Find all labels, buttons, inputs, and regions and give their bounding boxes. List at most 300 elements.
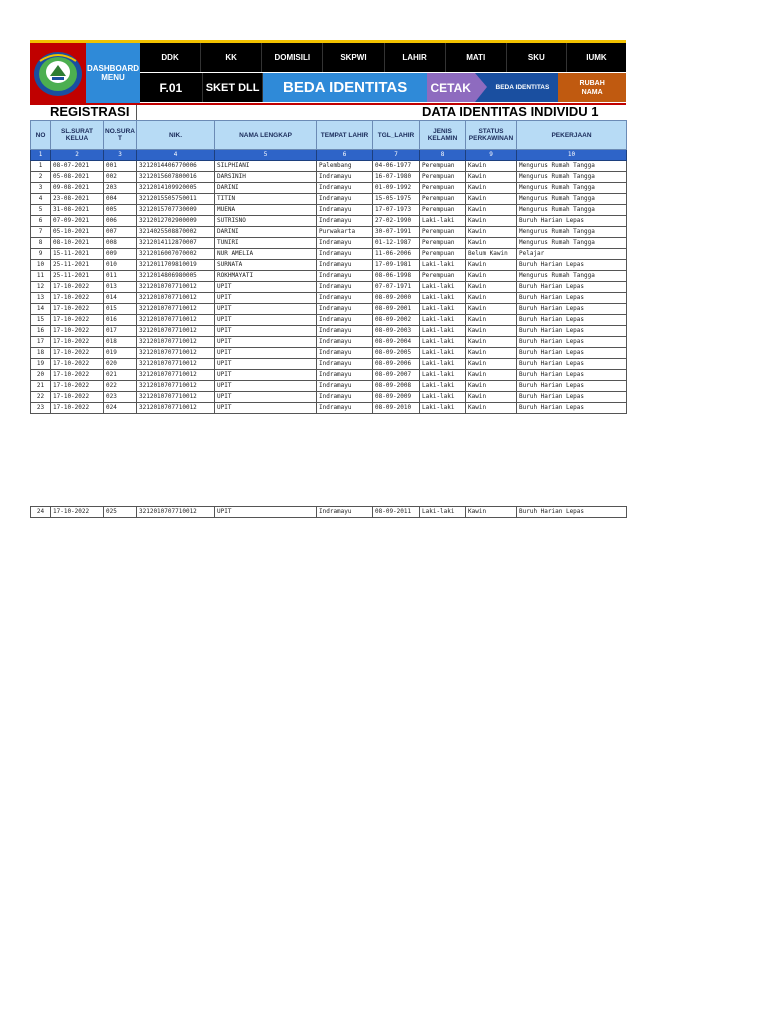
table-row[interactable] xyxy=(31,161,627,172)
cell-nik[interactable]: 3212014109920005 xyxy=(137,183,215,194)
column-number: 9 xyxy=(466,150,517,161)
cell-no[interactable]: 4 xyxy=(31,194,51,205)
cell-pekerjaan[interactable]: Mengurus Rumah Tangga xyxy=(517,205,627,216)
table-row[interactable] xyxy=(31,227,627,238)
cell-tgl-lahir[interactable]: 08-09-2003 xyxy=(373,326,420,337)
cell-tempat-lahir[interactable]: Indramayu xyxy=(317,249,373,260)
cell-nik[interactable]: 3212010707710012 xyxy=(137,348,215,359)
cell-pekerjaan[interactable]: Buruh Harian Lepas xyxy=(517,326,627,337)
table-row[interactable] xyxy=(31,359,627,370)
nav-domisili-button[interactable] xyxy=(262,43,323,72)
cell-nama[interactable]: UPIT xyxy=(215,315,317,326)
cell-tgl-surat[interactable]: 08-10-2021 xyxy=(51,238,104,249)
cell-nama[interactable]: DARINI xyxy=(215,227,317,238)
nav-mati-label: MATI xyxy=(466,53,486,62)
cell-tgl-surat[interactable]: 17-10-2022 xyxy=(51,359,104,370)
cell-status[interactable]: Kawin xyxy=(466,359,517,370)
cell-tempat-lahir[interactable]: Palembang xyxy=(317,161,373,172)
cell-no[interactable]: 7 xyxy=(31,227,51,238)
cell-nama[interactable]: TUNIRI xyxy=(215,238,317,249)
cell-no[interactable]: 6 xyxy=(31,216,51,227)
form-code-button[interactable] xyxy=(140,73,203,102)
cell-status[interactable]: Kawin xyxy=(466,260,517,271)
cell-nik[interactable]: 3212010707710012 xyxy=(137,359,215,370)
cell-no[interactable]: 23 xyxy=(31,403,51,414)
table-row[interactable] xyxy=(31,260,627,271)
cell-tgl-surat[interactable]: 17-10-2022 xyxy=(51,282,104,293)
cell-pekerjaan[interactable]: Mengurus Rumah Tangga xyxy=(517,172,627,183)
cell-pekerjaan[interactable]: Buruh Harian Lepas xyxy=(517,370,627,381)
cell-pekerjaan[interactable]: Buruh Harian Lepas xyxy=(517,348,627,359)
cell-no[interactable]: 3 xyxy=(31,183,51,194)
cell-nik[interactable]: 3212010707710012 xyxy=(137,370,215,381)
cell-nama[interactable]: SURNATA xyxy=(215,260,317,271)
cell-tgl-surat[interactable]: 05-10-2021 xyxy=(51,227,104,238)
form-code-label: F.01 xyxy=(159,80,183,95)
cell-status[interactable]: Kawin xyxy=(466,271,517,282)
nav-domisili-label: DOMISILI xyxy=(274,53,311,62)
cell-no[interactable]: 17 xyxy=(31,337,51,348)
table-row[interactable] xyxy=(31,183,627,194)
cell-no-surat[interactable]: 022 xyxy=(104,381,137,392)
cell-no-surat[interactable]: 019 xyxy=(104,348,137,359)
cell-status[interactable]: Kawin xyxy=(466,194,517,205)
cell-tgl-lahir[interactable]: 08-09-2009 xyxy=(373,392,420,403)
cell-tgl-lahir[interactable]: 16-07-1980 xyxy=(373,172,420,183)
cell-tgl-surat[interactable]: 23-08-2021 xyxy=(51,194,104,205)
cell-pekerjaan[interactable]: Buruh Harian Lepas xyxy=(517,260,627,271)
cell-tgl-surat[interactable]: 17-10-2022 xyxy=(51,315,104,326)
cell-tgl-surat[interactable]: 17-10-2022 xyxy=(51,326,104,337)
cell-tgl-surat[interactable]: 17-10-2022 xyxy=(51,381,104,392)
cell-nik[interactable]: 3212010707710012 xyxy=(137,315,215,326)
cell-jenis-kelamin[interactable]: Perempuan xyxy=(420,271,466,282)
cell-nama[interactable]: UPIT xyxy=(215,370,317,381)
cell-tgl-lahir[interactable]: 17-09-1981 xyxy=(373,260,420,271)
cell-status[interactable]: Kawin xyxy=(466,348,517,359)
cell-no[interactable]: 16 xyxy=(31,326,51,337)
cell-jenis-kelamin[interactable]: Laki-laki xyxy=(420,507,466,518)
cell-no-surat[interactable]: 004 xyxy=(104,194,137,205)
cell-tempat-lahir[interactable]: Indramayu xyxy=(317,392,373,403)
cell-nama[interactable]: UPIT xyxy=(215,304,317,315)
cell-nama[interactable]: SILPHIANI xyxy=(215,161,317,172)
cell-tempat-lahir[interactable]: Indramayu xyxy=(317,304,373,315)
cell-tempat-lahir[interactable]: Indramayu xyxy=(317,238,373,249)
cell-no[interactable]: 2 xyxy=(31,172,51,183)
cell-jenis-kelamin[interactable]: Perempuan xyxy=(420,161,466,172)
cell-pekerjaan[interactable]: Mengurus Rumah Tangga xyxy=(517,194,627,205)
cell-tgl-lahir[interactable]: 08-09-2001 xyxy=(373,304,420,315)
cell-jenis-kelamin[interactable]: Perempuan xyxy=(420,205,466,216)
cell-nama[interactable]: UPIT xyxy=(215,392,317,403)
cell-nik[interactable]: 3212015707730009 xyxy=(137,205,215,216)
cell-tempat-lahir[interactable]: Indramayu xyxy=(317,293,373,304)
table-row[interactable] xyxy=(31,403,627,414)
cell-pekerjaan[interactable]: Buruh Harian Lepas xyxy=(517,315,627,326)
cell-no-surat[interactable]: 018 xyxy=(104,337,137,348)
table-row[interactable] xyxy=(31,194,627,205)
cell-tgl-surat[interactable]: 17-10-2022 xyxy=(51,304,104,315)
cell-nik[interactable]: 3212010707710012 xyxy=(137,282,215,293)
cell-jenis-kelamin[interactable]: Laki-laki xyxy=(420,326,466,337)
cell-tgl-lahir[interactable]: 11-06-2006 xyxy=(373,249,420,260)
nav-lahir-label: LAHIR xyxy=(402,53,427,62)
cell-no-surat[interactable]: 002 xyxy=(104,172,137,183)
cell-tempat-lahir[interactable]: Indramayu xyxy=(317,172,373,183)
cell-status[interactable]: Belum Kawin xyxy=(466,249,517,260)
cell-status[interactable]: Kawin xyxy=(466,304,517,315)
nav-skpwi-label: SKPWI xyxy=(340,53,367,62)
cell-jenis-kelamin[interactable]: Perempuan xyxy=(420,172,466,183)
cell-no[interactable]: 19 xyxy=(31,359,51,370)
cell-no-surat[interactable]: 016 xyxy=(104,315,137,326)
cell-tgl-lahir[interactable]: 01-12-1987 xyxy=(373,238,420,249)
cell-jenis-kelamin[interactable]: Perempuan xyxy=(420,238,466,249)
cell-pekerjaan[interactable]: Buruh Harian Lepas xyxy=(517,392,627,403)
cell-pekerjaan[interactable]: Buruh Harian Lepas xyxy=(517,359,627,370)
cell-jenis-kelamin[interactable]: Laki-laki xyxy=(420,293,466,304)
cell-nama[interactable]: UPIT xyxy=(215,403,317,414)
cell-status[interactable]: Kawin xyxy=(466,403,517,414)
column-number-row xyxy=(31,150,627,161)
cell-no-surat[interactable]: 005 xyxy=(104,205,137,216)
cell-jenis-kelamin[interactable]: Laki-laki xyxy=(420,260,466,271)
cell-no-surat[interactable]: 008 xyxy=(104,238,137,249)
table-row[interactable] xyxy=(31,348,627,359)
cell-nama[interactable]: UPIT xyxy=(215,282,317,293)
cell-no-surat[interactable]: 020 xyxy=(104,359,137,370)
cell-status[interactable]: Kawin xyxy=(466,381,517,392)
cell-jenis-kelamin[interactable]: Laki-laki xyxy=(420,337,466,348)
cell-pekerjaan[interactable]: Buruh Harian Lepas xyxy=(517,381,627,392)
cell-nik[interactable]: 3212015505750011 xyxy=(137,194,215,205)
cell-tgl-surat[interactable]: 07-09-2021 xyxy=(51,216,104,227)
cell-no[interactable]: 24 xyxy=(31,507,51,518)
table-row[interactable] xyxy=(31,238,627,249)
cell-status[interactable]: Kawin xyxy=(466,172,517,183)
nav-lahir-button[interactable] xyxy=(385,43,446,72)
cell-no-surat[interactable]: 006 xyxy=(104,216,137,227)
cell-jenis-kelamin[interactable]: Laki-laki xyxy=(420,348,466,359)
cell-no[interactable]: 18 xyxy=(31,348,51,359)
cell-no-surat[interactable]: 203 xyxy=(104,183,137,194)
cell-pekerjaan[interactable]: Buruh Harian Lepas xyxy=(517,282,627,293)
cell-nama[interactable]: UPIT xyxy=(215,381,317,392)
cell-pekerjaan[interactable]: Buruh Harian Lepas xyxy=(517,337,627,348)
cell-nama[interactable]: SUTRISNO xyxy=(215,216,317,227)
cell-pekerjaan[interactable]: Buruh Harian Lepas xyxy=(517,403,627,414)
cell-no[interactable]: 9 xyxy=(31,249,51,260)
cell-nama[interactable]: DARINI xyxy=(215,183,317,194)
cell-nik[interactable]: 3212010707710012 xyxy=(137,304,215,315)
cell-nama[interactable]: UPIT xyxy=(215,326,317,337)
cell-status[interactable]: Kawin xyxy=(466,337,517,348)
cell-nik[interactable]: 3212014406770006 xyxy=(137,161,215,172)
cell-tempat-lahir[interactable]: Indramayu xyxy=(317,194,373,205)
cell-status[interactable]: Kawin xyxy=(466,183,517,194)
cell-nik[interactable]: 3214025508870002 xyxy=(137,227,215,238)
cell-jenis-kelamin[interactable]: Laki-laki xyxy=(420,282,466,293)
cell-tgl-surat[interactable]: 17-10-2022 xyxy=(51,403,104,414)
cell-nik[interactable]: 3212010707710012 xyxy=(137,403,215,414)
table-row[interactable] xyxy=(31,216,627,227)
cell-no-surat[interactable]: 023 xyxy=(104,392,137,403)
cell-status[interactable]: Kawin xyxy=(466,205,517,216)
col-nik: NIK. xyxy=(137,121,215,150)
cell-no[interactable]: 5 xyxy=(31,205,51,216)
table-row[interactable] xyxy=(31,282,627,293)
col-tgl-surat: SL.SURAT KELUA xyxy=(51,121,104,150)
cell-no[interactable]: 8 xyxy=(31,238,51,249)
cell-pekerjaan[interactable]: Buruh Harian Lepas xyxy=(517,293,627,304)
cell-jenis-kelamin[interactable]: Laki-laki xyxy=(420,304,466,315)
cell-tgl-lahir[interactable]: 27-02-1990 xyxy=(373,216,420,227)
table-row[interactable] xyxy=(31,249,627,260)
cell-no[interactable]: 10 xyxy=(31,260,51,271)
table-row[interactable] xyxy=(31,381,627,392)
cell-tgl-lahir[interactable]: 17-07-1973 xyxy=(373,205,420,216)
top-nav xyxy=(140,43,626,72)
cell-tgl-lahir[interactable]: 08-09-2010 xyxy=(373,403,420,414)
cell-nik[interactable]: 3212010707710012 xyxy=(137,326,215,337)
cell-tgl-surat[interactable]: 17-10-2022 xyxy=(51,348,104,359)
nav-sku-button[interactable] xyxy=(507,43,567,72)
cell-no-surat[interactable]: 001 xyxy=(104,161,137,172)
cell-tempat-lahir[interactable]: Indramayu xyxy=(317,370,373,381)
cell-tempat-lahir[interactable]: Indramayu xyxy=(317,205,373,216)
cell-tgl-lahir[interactable]: 08-09-2006 xyxy=(373,359,420,370)
cell-nik[interactable]: 3212014112870007 xyxy=(137,238,215,249)
cell-tempat-lahir[interactable]: Indramayu xyxy=(317,337,373,348)
table-row[interactable] xyxy=(31,326,627,337)
cell-no[interactable]: 13 xyxy=(31,293,51,304)
cell-tgl-surat[interactable]: 17-10-2022 xyxy=(51,392,104,403)
cell-tempat-lahir[interactable]: Purwakarta xyxy=(317,227,373,238)
cell-nik[interactable]: 3212010707710012 xyxy=(137,381,215,392)
beda-identitas-label: BEDA IDENTITAS xyxy=(495,84,550,91)
cell-no-surat[interactable]: 010 xyxy=(104,260,137,271)
cell-no[interactable]: 12 xyxy=(31,282,51,293)
cell-no-surat[interactable]: 013 xyxy=(104,282,137,293)
table-row[interactable] xyxy=(31,205,627,216)
cell-nik[interactable]: 3212010707710012 xyxy=(137,507,215,518)
rubah-nama-button[interactable] xyxy=(558,73,626,102)
cell-nama[interactable]: UPIT xyxy=(215,348,317,359)
cell-tempat-lahir[interactable]: Indramayu xyxy=(317,216,373,227)
dashboard-menu-button[interactable] xyxy=(86,43,140,103)
cell-tgl-surat[interactable]: 17-10-2022 xyxy=(51,507,104,518)
col-no-surat: NO.SURA T xyxy=(104,121,137,150)
cell-pekerjaan[interactable]: Pelajar xyxy=(517,249,627,260)
cell-pekerjaan[interactable]: Mengurus Rumah Tangga xyxy=(517,227,627,238)
cell-no-surat[interactable]: 021 xyxy=(104,370,137,381)
cell-no-surat[interactable]: 014 xyxy=(104,293,137,304)
cell-tgl-lahir[interactable]: 08-09-2008 xyxy=(373,381,420,392)
cell-nama[interactable]: UPIT xyxy=(215,293,317,304)
cell-tempat-lahir[interactable]: Indramayu xyxy=(317,348,373,359)
cell-tgl-lahir[interactable]: 04-06-1977 xyxy=(373,161,420,172)
cell-status[interactable]: Kawin xyxy=(466,161,517,172)
cell-tgl-surat[interactable]: 25-11-2021 xyxy=(51,271,104,282)
cell-nama[interactable]: UPIT xyxy=(215,359,317,370)
cell-status[interactable]: Kawin xyxy=(466,370,517,381)
cell-pekerjaan[interactable]: Mengurus Rumah Tangga xyxy=(517,238,627,249)
cell-status[interactable]: Kawin xyxy=(466,326,517,337)
cell-tempat-lahir[interactable]: Indramayu xyxy=(317,260,373,271)
cell-tgl-surat[interactable]: 17-10-2022 xyxy=(51,293,104,304)
section-divider xyxy=(136,105,137,120)
cell-status[interactable]: Kawin xyxy=(466,315,517,326)
cell-jenis-kelamin[interactable]: Laki-laki xyxy=(420,403,466,414)
cetak-button[interactable] xyxy=(427,73,475,102)
table-row[interactable] xyxy=(31,392,627,403)
cell-tgl-surat[interactable]: 17-10-2022 xyxy=(51,370,104,381)
table-row[interactable] xyxy=(31,337,627,348)
cell-status[interactable]: Kawin xyxy=(466,238,517,249)
cell-no[interactable]: 1 xyxy=(31,161,51,172)
cell-tempat-lahir[interactable]: Indramayu xyxy=(317,403,373,414)
cell-pekerjaan[interactable]: Buruh Harian Lepas xyxy=(517,304,627,315)
cell-tempat-lahir[interactable]: Indramayu xyxy=(317,271,373,282)
cell-status[interactable]: Kawin xyxy=(466,293,517,304)
cell-tgl-surat[interactable]: 05-08-2021 xyxy=(51,172,104,183)
cell-nama[interactable]: ROKHMAYATI xyxy=(215,271,317,282)
cell-no[interactable]: 15 xyxy=(31,315,51,326)
cell-jenis-kelamin[interactable]: Laki-laki xyxy=(420,392,466,403)
cell-nik[interactable]: 3212010707710012 xyxy=(137,337,215,348)
table-row[interactable] xyxy=(31,315,627,326)
cell-tgl-surat[interactable]: 17-10-2022 xyxy=(51,337,104,348)
cell-nik[interactable]: 3212011709810019 xyxy=(137,260,215,271)
cell-no[interactable]: 11 xyxy=(31,271,51,282)
cell-no-surat[interactable]: 007 xyxy=(104,227,137,238)
cell-nik[interactable]: 3212010707710012 xyxy=(137,392,215,403)
nav-skpwi-button[interactable] xyxy=(323,43,384,72)
cell-nik[interactable]: 3212016007070002 xyxy=(137,249,215,260)
cell-pekerjaan[interactable]: Mengurus Rumah Tangga xyxy=(517,183,627,194)
cell-nama[interactable]: UPIT xyxy=(215,507,317,518)
table-row[interactable] xyxy=(31,172,627,183)
table-row[interactable] xyxy=(31,304,627,315)
cell-tempat-lahir[interactable]: Indramayu xyxy=(317,359,373,370)
cell-tgl-lahir[interactable]: 30-07-1991 xyxy=(373,227,420,238)
cell-nik[interactable]: 3212010707710012 xyxy=(137,293,215,304)
cell-tgl-lahir[interactable]: 15-05-1975 xyxy=(373,194,420,205)
cell-tempat-lahir[interactable]: Indramayu xyxy=(317,315,373,326)
sket-dll-button[interactable] xyxy=(203,73,264,102)
cell-tgl-lahir[interactable]: 08-09-2011 xyxy=(373,507,420,518)
cell-pekerjaan[interactable]: Buruh Harian Lepas xyxy=(517,216,627,227)
cell-no-surat[interactable]: 025 xyxy=(104,507,137,518)
table-row[interactable] xyxy=(31,271,627,282)
cell-tempat-lahir[interactable]: Indramayu xyxy=(317,183,373,194)
cell-nama[interactable]: DARSINIH xyxy=(215,172,317,183)
cell-no-surat[interactable]: 024 xyxy=(104,403,137,414)
nav-ddk-button[interactable] xyxy=(140,43,201,72)
cell-no-surat[interactable]: 015 xyxy=(104,304,137,315)
table-row[interactable] xyxy=(31,507,627,518)
beda-identitas-button[interactable] xyxy=(487,73,559,102)
cell-no-surat[interactable]: 017 xyxy=(104,326,137,337)
cell-tgl-lahir[interactable]: 08-09-2002 xyxy=(373,315,420,326)
page-heading xyxy=(263,73,426,102)
cell-tgl-surat[interactable]: 25-11-2021 xyxy=(51,260,104,271)
cell-nik[interactable]: 3212014806980005 xyxy=(137,271,215,282)
cell-nik[interactable]: 3212012702900009 xyxy=(137,216,215,227)
cell-pekerjaan[interactable]: Mengurus Rumah Tangga xyxy=(517,271,627,282)
cell-tgl-surat[interactable]: 15-11-2021 xyxy=(51,249,104,260)
cell-jenis-kelamin[interactable]: Perempuan xyxy=(420,194,466,205)
table-row[interactable] xyxy=(31,370,627,381)
cell-tgl-lahir[interactable]: 08-09-2004 xyxy=(373,337,420,348)
cell-tgl-lahir[interactable]: 08-09-2007 xyxy=(373,370,420,381)
cell-status[interactable]: Kawin xyxy=(466,507,517,518)
cell-jenis-kelamin[interactable]: Laki-laki xyxy=(420,315,466,326)
column-number: 5 xyxy=(215,150,317,161)
cell-no[interactable]: 22 xyxy=(31,392,51,403)
table-header-row xyxy=(31,121,627,150)
cell-jenis-kelamin[interactable]: Laki-laki xyxy=(420,381,466,392)
cell-tgl-lahir[interactable]: 07-07-1971 xyxy=(373,282,420,293)
nav-mati-button[interactable] xyxy=(446,43,507,72)
column-number: 3 xyxy=(104,150,137,161)
cell-pekerjaan[interactable]: Buruh Harian Lepas xyxy=(517,507,627,518)
cell-no-surat[interactable]: 009 xyxy=(104,249,137,260)
regency-logo xyxy=(30,43,86,103)
cell-tempat-lahir[interactable]: Indramayu xyxy=(317,282,373,293)
nav-iumk-button[interactable] xyxy=(567,43,626,72)
cell-no-surat[interactable]: 011 xyxy=(104,271,137,282)
cell-nama[interactable]: UPIT xyxy=(215,337,317,348)
cell-jenis-kelamin[interactable]: Perempuan xyxy=(420,249,466,260)
cell-jenis-kelamin[interactable]: Perempuan xyxy=(420,227,466,238)
cell-jenis-kelamin[interactable]: Laki-laki xyxy=(420,359,466,370)
cell-jenis-kelamin[interactable]: Laki-laki xyxy=(420,216,466,227)
cell-tempat-lahir[interactable]: Indramayu xyxy=(317,326,373,337)
detached-row-table xyxy=(30,506,626,518)
cell-nama[interactable]: TITIN xyxy=(215,194,317,205)
cell-no[interactable]: 14 xyxy=(31,304,51,315)
cell-tempat-lahir[interactable]: Indramayu xyxy=(317,507,373,518)
cell-tgl-surat[interactable]: 31-08-2021 xyxy=(51,205,104,216)
cell-pekerjaan[interactable]: Mengurus Rumah Tangga xyxy=(517,161,627,172)
cetak-arrow-icon xyxy=(475,73,487,102)
cell-tgl-lahir[interactable]: 08-06-1998 xyxy=(373,271,420,282)
cell-nama[interactable]: MUENA xyxy=(215,205,317,216)
table-row[interactable] xyxy=(31,293,627,304)
cell-tgl-lahir[interactable]: 08-09-2000 xyxy=(373,293,420,304)
cell-tgl-lahir[interactable]: 08-09-2005 xyxy=(373,348,420,359)
cell-jenis-kelamin[interactable]: Perempuan xyxy=(420,183,466,194)
cell-nama[interactable]: NUR AMELIA xyxy=(215,249,317,260)
nav-iumk-label: IUMK xyxy=(586,53,607,62)
cell-status[interactable]: Kawin xyxy=(466,392,517,403)
page-heading-label: BEDA IDENTITAS xyxy=(283,79,408,96)
cell-nik[interactable]: 3212015607800016 xyxy=(137,172,215,183)
cell-tempat-lahir[interactable]: Indramayu xyxy=(317,381,373,392)
cell-no[interactable]: 20 xyxy=(31,370,51,381)
cell-status[interactable]: Kawin xyxy=(466,227,517,238)
cell-tgl-surat[interactable]: 08-07-2021 xyxy=(51,161,104,172)
cell-no[interactable]: 21 xyxy=(31,381,51,392)
cell-status[interactable]: Kawin xyxy=(466,216,517,227)
cell-jenis-kelamin[interactable]: Laki-laki xyxy=(420,370,466,381)
cell-status[interactable]: Kawin xyxy=(466,282,517,293)
nav-kk-button[interactable] xyxy=(201,43,262,72)
cell-tgl-lahir[interactable]: 01-09-1992 xyxy=(373,183,420,194)
cell-tgl-surat[interactable]: 09-08-2021 xyxy=(51,183,104,194)
